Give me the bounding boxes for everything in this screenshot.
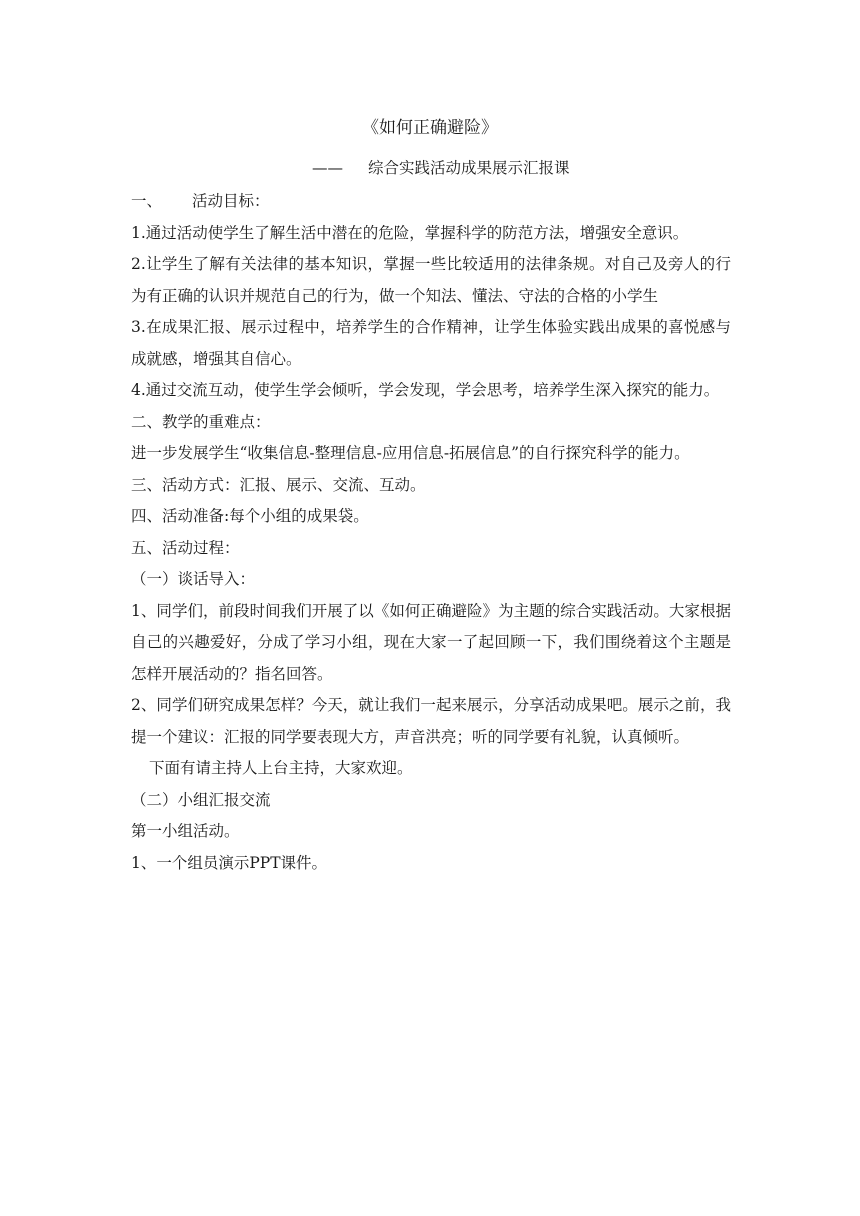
intro-paragraph: 1、同学们，前段时间我们开展了以《如何正确避险》为主题的综合实践活动。大家根据自己的兴趣爱好，分成了学习小组，现在大家一了起回顾一下，我们围绕着这个主题是怎样开展活动的？指名回答。 [131,601,731,683]
group-item: 1、一个组员演示PPT课件。 [131,853,328,872]
section-heading-goals [131,186,731,218]
step-heading-group-report: （二）小组汇报交流 [131,790,271,809]
goal-item: 3.在成果汇报、展示过程中，培养学生的合作精神，让学生体验实践出成果的喜悦感与成就感，增强其自信心。 [131,318,731,368]
section-title: 活动目标： [192,192,270,210]
goal-item: 1.通过活动使学生了解生活中潜在的危险，掌握科学的防范方法，增强安全意识。 [131,223,689,242]
document-subtitle [312,154,570,182]
section-number: 一、 [131,192,163,210]
section-activity-preparation: 四、活动准备:每个小组的成果袋。 [131,507,369,525]
document-body [131,186,731,879]
section-heading-key-points: 二、教学的重难点： [131,412,271,431]
document-title: 《如何正确避险》 [362,118,498,138]
subtitle-text: 综合实践活动成果展示汇报课 [368,159,570,177]
section-activity-method: 三、活动方式：汇报、展示、交流、互动。 [131,475,426,494]
intro-paragraph: 下面有请主持人上台主持，大家欢迎。 [149,759,413,777]
subtitle-dash: —— [312,159,343,177]
intro-paragraph: 2、同学们研究成果怎样？今天，就让我们一起来展示，分享活动成果吧。展示之前，我提一个建议：汇报的同学要表现大方，声音洪亮；听的同学要有礼貌，认真倾听。 [131,696,731,746]
group-heading: 第一小组活动。 [131,822,240,840]
key-points-text: 进一步发展学生“收集信息-整理信息-应用信息-拓展信息”的自行探究科学的能力。 [131,444,690,462]
step-heading-intro: （一）谈话导入： [131,570,256,588]
goal-item: 4.通过交流互动，使学生学会倾听，学会发现，学会思考，培养学生深入探究的能力。 [131,381,720,399]
goal-item: 2.让学生了解有关法律的基本知识，掌握一些比较适用的法律条规。对自己及旁人的行为有正确的认识并规范自己的行为，做一个知法、懂法、守法的合格的小学生 [131,255,731,305]
section-activity-process: 五、活动过程： [131,538,240,557]
